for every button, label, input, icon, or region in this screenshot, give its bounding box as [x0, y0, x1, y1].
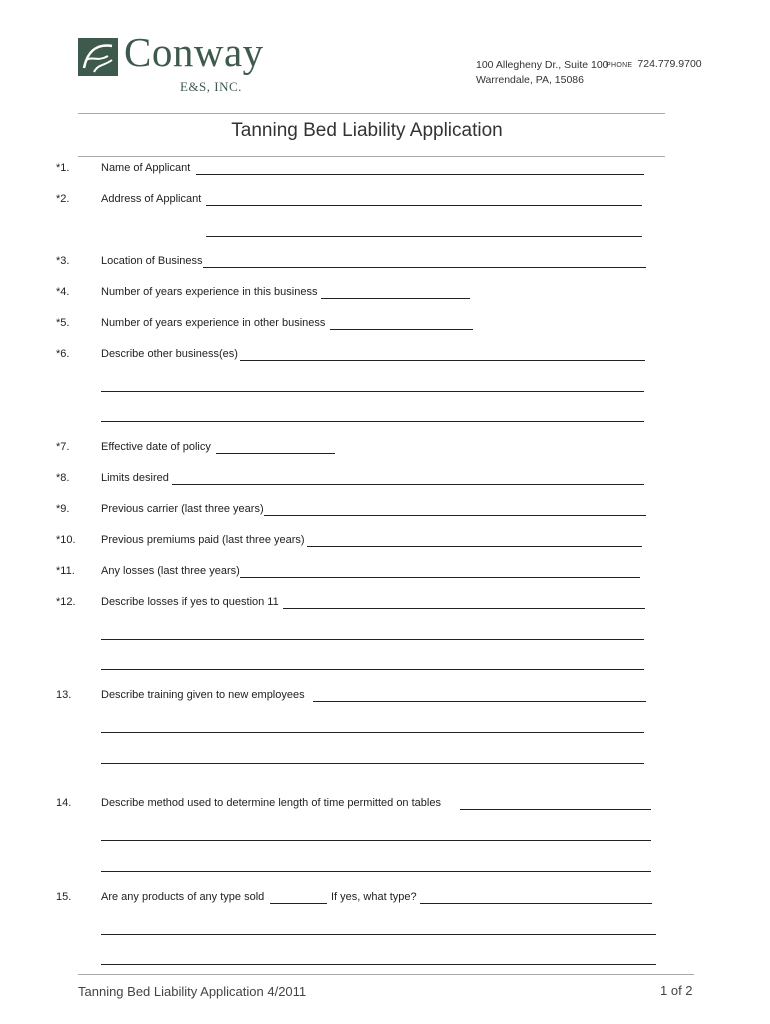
question-label: Effective date of policy: [101, 441, 211, 453]
address-line2: Warrendale, PA, 15086: [476, 74, 584, 86]
question-label: Describe method used to determine length of time permitted on tables: [101, 797, 441, 809]
limits-desired-field[interactable]: [172, 484, 644, 485]
question-number: *6.: [56, 348, 70, 360]
products-sold-field[interactable]: [270, 903, 327, 904]
address-of-applicant-field[interactable]: [206, 205, 642, 206]
question-label: Describe other business(es): [101, 348, 238, 360]
years-experience-other-business-field[interactable]: [330, 329, 473, 330]
header-divider: [78, 113, 665, 114]
training-field-line3[interactable]: [101, 763, 644, 764]
question-label: Address of Applicant: [101, 193, 202, 205]
effective-date-field[interactable]: [216, 453, 335, 454]
question-number: *4.: [56, 286, 70, 298]
any-losses-field[interactable]: [240, 577, 640, 578]
years-experience-this-business-field[interactable]: [321, 298, 470, 299]
location-of-business-field[interactable]: [203, 267, 646, 268]
training-field-line2[interactable]: [101, 732, 644, 733]
question-label: Describe losses if yes to question 11: [101, 596, 279, 608]
question-number: 14.: [56, 797, 72, 809]
other-businesses-field-line2[interactable]: [101, 391, 644, 392]
question-label: Any losses (last three years): [101, 565, 240, 577]
footer-divider: [78, 974, 694, 975]
conway-logo-icon: [78, 38, 118, 76]
other-businesses-field-line3[interactable]: [101, 421, 644, 422]
logo-subtitle: E&S, INC.: [180, 79, 242, 94]
question-number: *5.: [56, 317, 70, 329]
previous-premiums-field[interactable]: [307, 546, 642, 547]
describe-losses-field[interactable]: [283, 608, 645, 609]
other-businesses-field[interactable]: [240, 360, 645, 361]
question-label: Location of Business: [101, 255, 203, 267]
previous-carrier-field[interactable]: [264, 515, 646, 516]
product-type-field-line2[interactable]: [101, 934, 656, 935]
page-title: Tanning Bed Liability Application: [231, 120, 503, 141]
question-number: *7.: [56, 441, 70, 453]
address-of-applicant-field-line2[interactable]: [206, 236, 642, 237]
time-method-field[interactable]: [460, 809, 651, 810]
question-label: Limits desired: [101, 472, 169, 484]
question-label: Name of Applicant: [101, 162, 191, 174]
time-method-field-line2[interactable]: [101, 840, 651, 841]
name-of-applicant-field[interactable]: [196, 174, 644, 175]
page-number: 1 of 2: [660, 983, 693, 998]
question-number: *9.: [56, 503, 70, 515]
product-type-field[interactable]: [420, 903, 652, 904]
phone-number: 724.779.9700: [637, 58, 702, 70]
question-label: Describe training given to new employees: [101, 689, 305, 701]
question-number: *10.: [56, 534, 76, 546]
question-number: *11.: [56, 565, 75, 577]
time-method-field-line3[interactable]: [101, 871, 651, 872]
describe-losses-field-line2[interactable]: [101, 639, 644, 640]
question-number: *12.: [56, 596, 76, 608]
question-number: 15.: [56, 891, 72, 903]
question-label: Number of years experience in this business: [101, 286, 318, 298]
title-divider: [78, 156, 665, 157]
question-number: *8.: [56, 472, 70, 484]
question-label: Are any products of any type sold: [101, 891, 265, 903]
describe-losses-field-line3[interactable]: [101, 669, 644, 670]
question-label: Number of years experience in other business: [101, 317, 326, 329]
question-number: 13.: [56, 689, 72, 701]
phone-label: PHONE: [606, 62, 633, 69]
question-label-secondary: If yes, what type?: [331, 891, 417, 903]
address-line1: 100 Allegheny Dr., Suite 100: [476, 59, 609, 71]
company-phone: [606, 58, 702, 70]
footer-text: Tanning Bed Liability Application 4/2011: [78, 984, 307, 999]
question-label: Previous carrier (last three years): [101, 503, 264, 515]
question-label: Previous premiums paid (last three years): [101, 534, 305, 546]
training-field[interactable]: [313, 701, 646, 702]
question-number: *2.: [56, 193, 70, 205]
question-number: *3.: [56, 255, 70, 267]
product-type-field-line3[interactable]: [101, 964, 656, 965]
company-address: [476, 58, 609, 88]
logo-name: Conway: [124, 29, 264, 75]
question-number: *1.: [56, 162, 70, 174]
